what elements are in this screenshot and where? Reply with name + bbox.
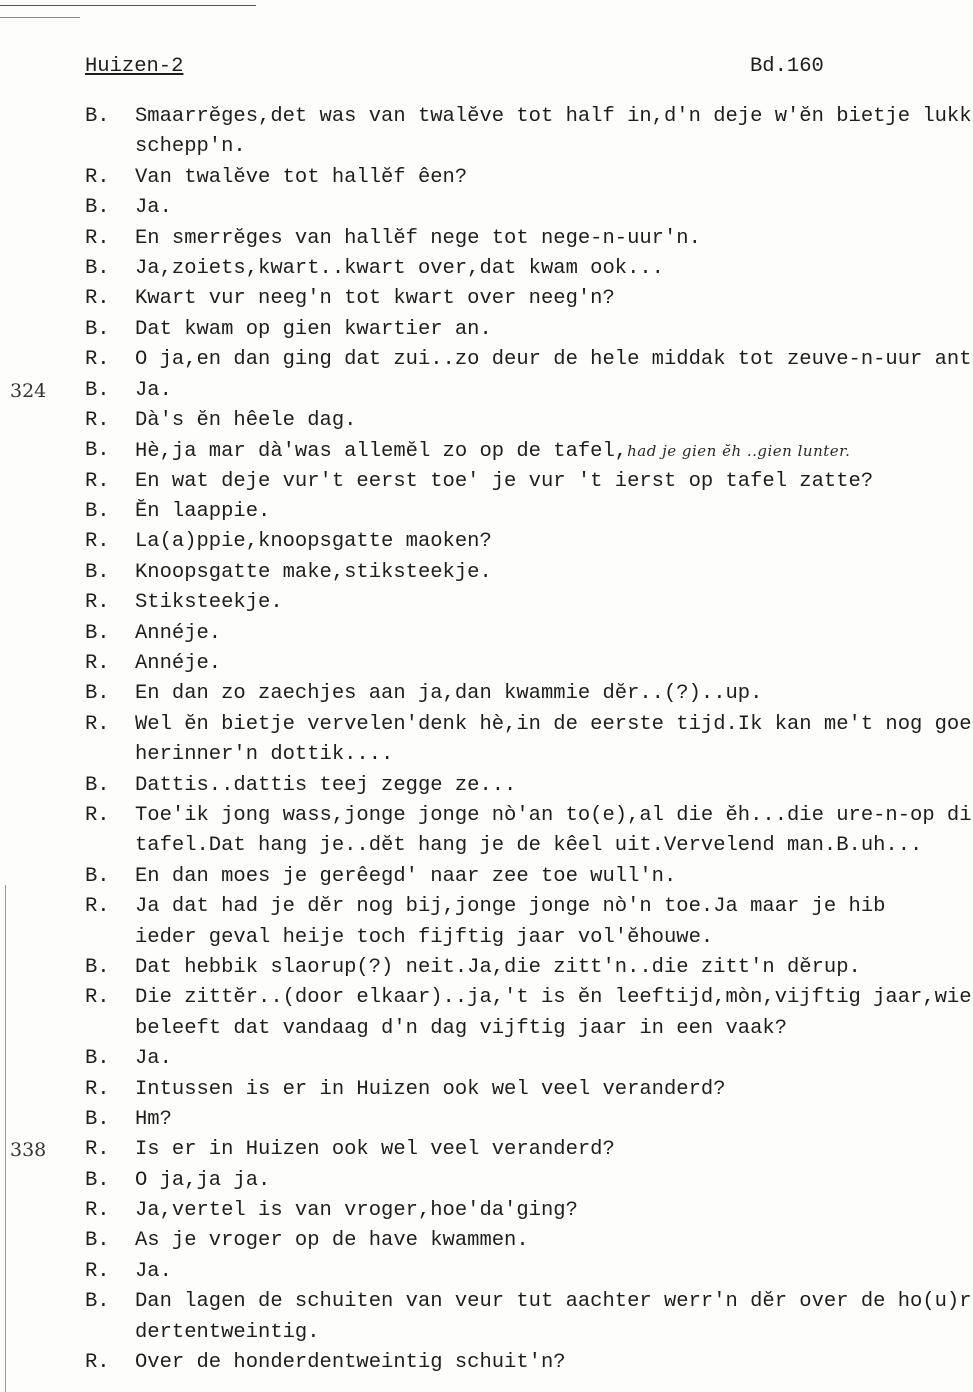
utterance-text: Over de honderdentweintig schuit'n?: [135, 1351, 566, 1375]
transcript-line: [0, 345, 973, 375]
utterance: [135, 1348, 973, 1378]
speaker-label: R.: [85, 712, 110, 736]
utterance: [135, 1014, 973, 1044]
utterance-text: O ja,en dan ging dat zui..zo deur de hele middak tot zeuve-n-uur ant: [135, 348, 972, 372]
transcript-line: [0, 1348, 973, 1378]
utterance: [135, 892, 973, 922]
utterance-text: Dat kwam op gien kwartier an.: [135, 317, 492, 341]
transcript-line: [0, 497, 973, 527]
utterance: [135, 923, 973, 953]
utterance-text: Wel ĕn bietje vervelen'denk hè,in de eerste tijd.Ik kan me't nog goe: [135, 712, 972, 736]
utterance: [135, 983, 973, 1013]
utterance: [135, 649, 973, 679]
speaker-label: R.: [85, 803, 110, 827]
handwritten-note: had je gien ĕh ..gien lunter.: [627, 442, 851, 461]
transcript-line: [0, 983, 973, 1013]
utterance-text: Annéje.: [135, 621, 222, 645]
utterance-text: O ja,ja ja.: [135, 1168, 271, 1192]
speaker-label: R.: [85, 287, 110, 311]
transcript-line: [0, 619, 973, 649]
transcript-line: [0, 862, 973, 892]
speaker-label: R.: [85, 530, 110, 554]
utterance-text: Dattis..dattis teej zegge ze...: [135, 773, 517, 797]
utterance-text: schepp'n.: [135, 135, 246, 159]
transcript-line: [0, 1166, 973, 1196]
transcript-line: [0, 801, 973, 831]
utterance: [135, 132, 973, 162]
utterance-text: En dan zo zaechjes aan ja,dan kwammie dĕr..(?)..up.: [135, 682, 763, 706]
transcript-line: [0, 1075, 973, 1105]
transcript-line: [0, 1226, 973, 1256]
utterance-text: Dat hebbik slaorup(?) neit.Ja,die zitt'n..die zitt'n dĕrup.: [135, 955, 861, 979]
utterance: [135, 436, 973, 467]
utterance: [135, 771, 973, 801]
margin-number: 338: [10, 1139, 47, 1162]
utterance-text: La(a)ppie,knoopsgatte maoken?: [135, 530, 492, 554]
transcript-line: [0, 558, 973, 588]
transcript-line: [0, 527, 973, 557]
utterance-text: herinner'n dottik....: [135, 743, 394, 767]
transcript-line: [0, 710, 973, 740]
transcript-line: [0, 588, 973, 618]
speaker-label: R.: [85, 1138, 110, 1162]
transcript-line: [0, 892, 973, 922]
speaker-label: R.: [85, 1259, 110, 1283]
speaker-label: B.: [85, 439, 110, 463]
utterance: [135, 376, 973, 406]
speaker-label: B.: [85, 378, 110, 402]
transcript-line: [0, 193, 973, 223]
utterance-text: ieder geval heije toch fijftig jaar vol'ĕhouwe.: [135, 925, 714, 949]
utterance-text: Is er in Huizen ook wel veel veranderd?: [135, 1138, 615, 1162]
transcript-line: [0, 679, 973, 709]
utterance-text: Knoopsgatte make,stiksteekje.: [135, 560, 492, 584]
transcript-line: [0, 771, 973, 801]
utterance-text: Ĕn laappie.: [135, 500, 271, 524]
transcript-line-continuation: [0, 132, 973, 162]
speaker-label: B.: [85, 1290, 110, 1314]
transcript-line: [0, 467, 973, 497]
utterance: [135, 679, 973, 709]
speaker-label: R.: [85, 895, 110, 919]
speaker-label: R.: [85, 408, 110, 432]
utterance: [135, 1075, 973, 1105]
utterance-text: Ja.: [135, 196, 172, 220]
transcript-line: [0, 224, 973, 254]
utterance-text: Ja.: [135, 1047, 172, 1071]
speaker-label: B.: [85, 864, 110, 888]
utterance: [135, 497, 973, 527]
speaker-label: B.: [85, 773, 110, 797]
utterance: [135, 1226, 973, 1256]
utterance-text: Dan lagen de schuiten van veur tut aachter werr'n dĕr over de ho(u)r: [135, 1290, 972, 1314]
utterance-text: Smaarrĕges,det was van twalĕve tot half in,d'n deje w'ĕn bietje lukk: [135, 105, 972, 128]
utterance: [135, 1196, 973, 1226]
utterance: [135, 1287, 973, 1317]
utterance: [135, 1135, 973, 1165]
utterance-text: Die zittĕr..(door elkaar)..ja,'t is ĕn leeftijd,mòn,vijftig jaar,wie: [135, 986, 972, 1010]
transcript-line: [0, 315, 973, 345]
transcript-line: [0, 254, 973, 284]
utterance: [135, 193, 973, 223]
speaker-label: R.: [85, 1199, 110, 1223]
top-rule: [0, 5, 256, 6]
speaker-label: R.: [85, 652, 110, 676]
margin-number: 324: [10, 379, 47, 402]
speaker-label: B.: [85, 105, 110, 128]
utterance: [135, 619, 973, 649]
transcript-line: [0, 1044, 973, 1074]
utterance: [135, 224, 973, 254]
speaker-label: R.: [85, 1351, 110, 1375]
speaker-label: B.: [85, 500, 110, 524]
utterance: [135, 1257, 973, 1287]
utterance: [135, 953, 973, 983]
transcript-line: [0, 953, 973, 983]
speaker-label: B.: [85, 1107, 110, 1131]
transcript-line-continuation: [0, 923, 973, 953]
utterance: [135, 345, 973, 375]
transcript-line-continuation: [0, 740, 973, 770]
utterance: [135, 710, 973, 740]
transcript-line: [0, 1135, 973, 1165]
utterance-text: Annéje.: [135, 652, 222, 676]
transcript-line: [0, 284, 973, 314]
transcript-line: [0, 102, 973, 132]
utterance: [135, 1105, 973, 1135]
utterance: [135, 801, 973, 831]
utterance: [135, 1044, 973, 1074]
utterance: [135, 163, 973, 193]
utterance-text: Ja,vertel is van vroger,hoe'da'ging?: [135, 1199, 578, 1223]
utterance: [135, 102, 973, 132]
transcript-line: [0, 163, 973, 193]
transcript-line-continuation: [0, 1318, 973, 1348]
utterance-text: En wat deje vur't eerst toe' je vur 't ierst op tafel zatte?: [135, 469, 874, 493]
speaker-label: B.: [85, 1047, 110, 1071]
transcript-line: [0, 406, 973, 436]
utterance-text: Hm?: [135, 1107, 172, 1131]
transcript-line: [0, 1257, 973, 1287]
transcript-line: [0, 649, 973, 679]
speaker-label: R.: [85, 165, 110, 189]
speaker-label: R.: [85, 469, 110, 493]
utterance: [135, 467, 973, 497]
utterance-text: beleeft dat vandaag d'n dag vijftig jaar in een vaak?: [135, 1016, 788, 1040]
utterance: [135, 254, 973, 284]
utterance-text: Ja,zoiets,kwart..kwart over,dat kwam ook...: [135, 256, 664, 280]
utterance: [135, 1318, 973, 1348]
utterance-text: Stiksteekje.: [135, 591, 283, 615]
utterance-text: Ja dat had je dĕr nog bij,jonge jonge nò'n toe.Ja maar je hib: [135, 895, 886, 919]
utterance-text: En smerrĕges van hallĕf nege tot nege-n-uur'n.: [135, 226, 701, 250]
utterance-text: tafel.Dat hang je..dĕt hang je de kêel uit.Vervelend man.B.uh...: [135, 834, 923, 858]
speaker-label: B.: [85, 1229, 110, 1253]
document-title: Huizen-2: [85, 55, 184, 78]
utterance-text: Ja.: [135, 1259, 172, 1283]
transcript-body: [0, 102, 973, 1378]
utterance: [135, 862, 973, 892]
speaker-label: B.: [85, 682, 110, 706]
speaker-label: B.: [85, 955, 110, 979]
transcript-line: [0, 1287, 973, 1317]
utterance-text: Kwart vur neeg'n tot kwart over neeg'n?: [135, 287, 615, 311]
utterance: [135, 527, 973, 557]
utterance: [135, 740, 973, 770]
speaker-label: R.: [85, 348, 110, 372]
utterance-text: dertentweintig.: [135, 1320, 320, 1344]
speaker-label: B.: [85, 560, 110, 584]
utterance-text: As je vroger op de have kwammen.: [135, 1229, 529, 1253]
utterance-text: Intussen is er in Huizen ook wel veel veranderd?: [135, 1077, 726, 1101]
utterance-text: Dà's ĕn hêele dag.: [135, 408, 357, 432]
speaker-label: R.: [85, 591, 110, 615]
speaker-label: B.: [85, 1168, 110, 1192]
utterance: [135, 558, 973, 588]
speaker-label: B.: [85, 621, 110, 645]
speaker-label: R.: [85, 226, 110, 250]
utterance-text: Toe'ik jong wass,jonge jonge nò'an to(e),al die ĕh...die ure-n-op di: [135, 803, 972, 827]
utterance-text: Ja.: [135, 378, 172, 402]
speaker-label: R.: [85, 1077, 110, 1101]
transcript-line: [0, 436, 973, 466]
transcript-line-continuation: [0, 831, 973, 861]
page-reference: Bd.160: [750, 55, 824, 78]
utterance: [135, 1166, 973, 1196]
utterance-text: En dan moes je gerêegd' naar zee toe wull'n.: [135, 864, 677, 888]
utterance-text: Van twalĕve tot hallĕf êen?: [135, 165, 468, 189]
utterance: [135, 315, 973, 345]
transcript-line-continuation: [0, 1014, 973, 1044]
transcript-line: [0, 376, 973, 406]
speaker-label: B.: [85, 317, 110, 341]
utterance-text: Hè,ja mar dà'was allemĕl zo op de tafel,: [135, 440, 628, 464]
transcript-line: [0, 1196, 973, 1226]
utterance: [135, 284, 973, 314]
utterance: [135, 831, 973, 861]
utterance: [135, 588, 973, 618]
speaker-label: B.: [85, 256, 110, 280]
speaker-label: B.: [85, 196, 110, 220]
utterance: [135, 406, 973, 436]
speaker-label: R.: [85, 986, 110, 1010]
transcript-line: [0, 1105, 973, 1135]
top-rule-short: [0, 17, 80, 18]
